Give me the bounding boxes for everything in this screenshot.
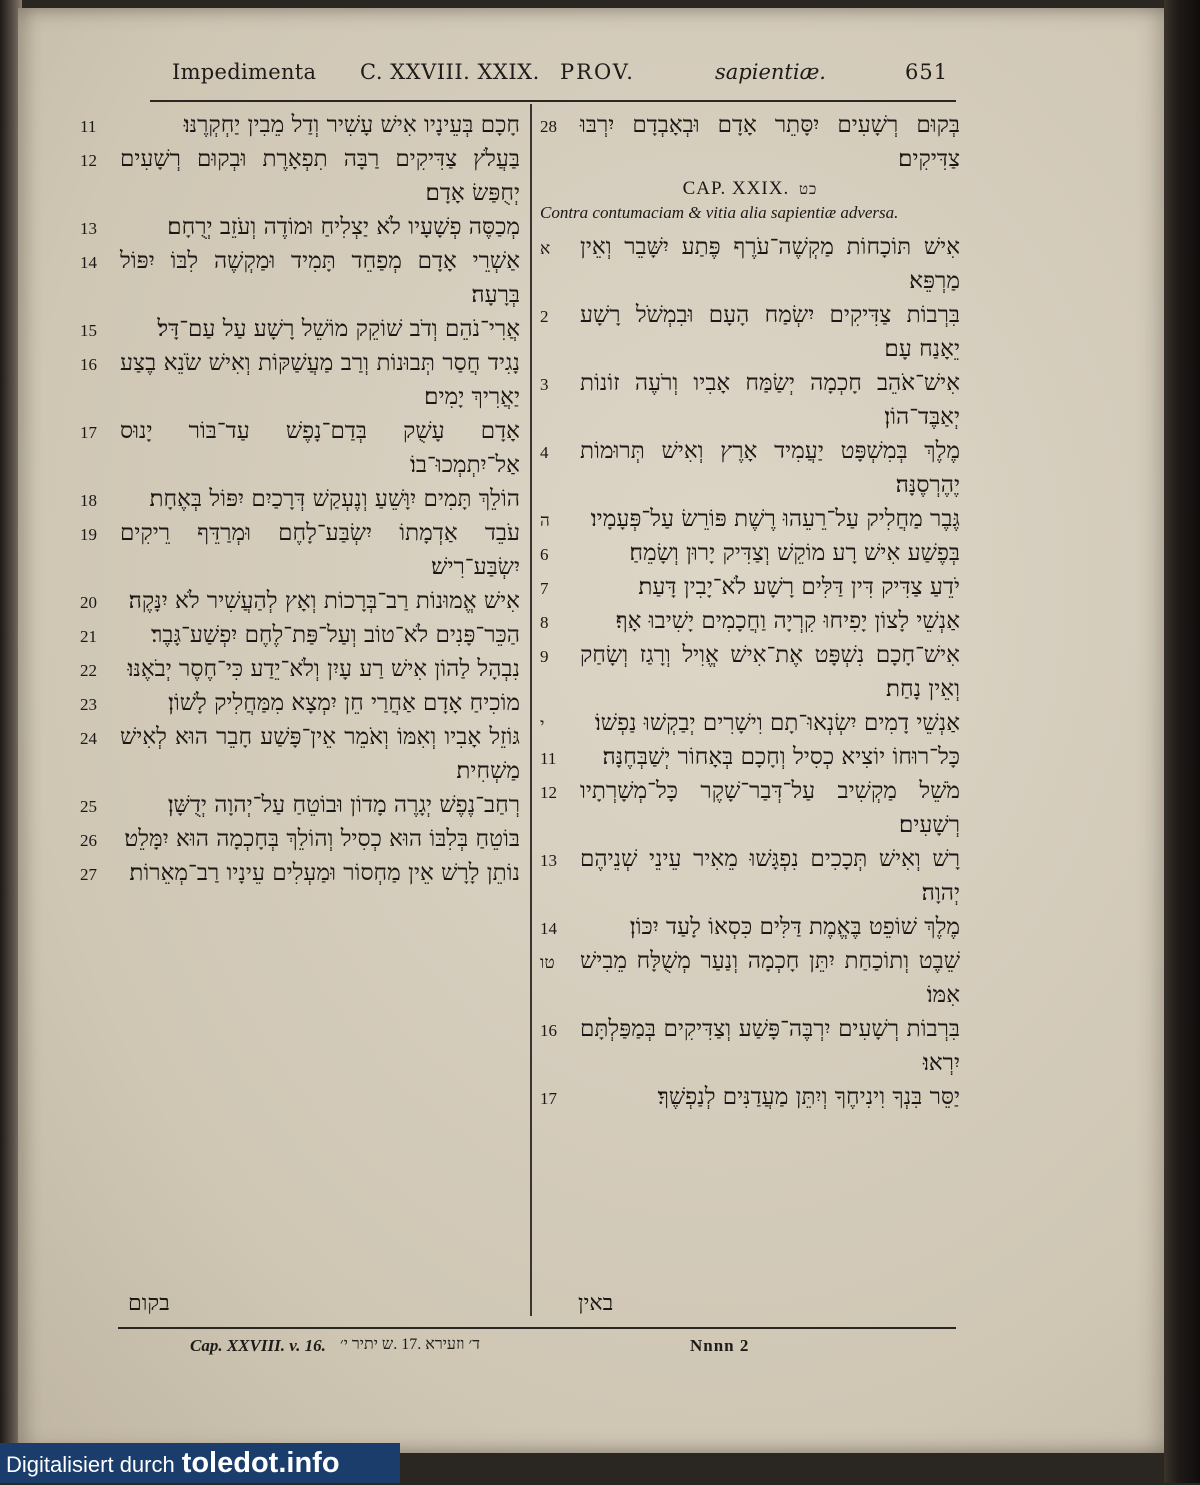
- verse-text: הוֹלֵךְ תָּמִים יִוָּשֵׁעַ וְנֶעְקַשׁ דְּרָכַיִם יִפּוֹל בְּאֶחָת׃: [149, 486, 520, 512]
- running-head-chapters: C. XXVIII. XXIX.: [360, 60, 540, 84]
- verse-number: 17: [80, 423, 97, 442]
- verse: [80, 142, 520, 210]
- verse-number: 13: [80, 219, 97, 238]
- verse-number: 24: [80, 729, 97, 748]
- verse-number: 11: [540, 749, 557, 768]
- banner-site-link[interactable]: toledot.info: [181, 1447, 340, 1479]
- verse-number: י: [540, 715, 545, 734]
- footer-rule: [118, 1327, 956, 1329]
- footnote-reference: Cap. XXVIII. v. 16.: [190, 1336, 326, 1355]
- verse-text: נִבְהָל לַהוֹן אִישׁ רַע עָיִן וְלֹא־יֵדַע כִּי־חֶסֶר יְבֹאֶנּוּ׃: [127, 656, 520, 682]
- verse-text: אִישׁ־אֹהֵב חָכְמָה יְשַׂמַּח אָבִיו וְרֹעֶה זוֹנוֹת יְאַבֶּד־הוֹן׃: [580, 370, 960, 430]
- verse-text: בַּעֲלֹץ צַדִּיקִים רַבָּה תִפְאָרֶת וּבְקוּם רְשָׁעִים יְחֻפַּשׂ אָדָם׃: [120, 146, 520, 206]
- verse: [80, 516, 520, 584]
- verse: [80, 720, 520, 788]
- verse-number: 9: [540, 647, 549, 666]
- verse: [540, 108, 960, 176]
- verse-text: מוֹכִיחַ אָדָם אַחֲרַי חֵן יִמְצָא מִמַּחֲלִיק לָשׁוֹן׃: [168, 690, 520, 716]
- verse: [80, 584, 520, 618]
- chapter-hebrew-number: כט: [798, 182, 818, 198]
- verse-number: 15: [80, 321, 97, 340]
- verse-number: 6: [540, 545, 549, 564]
- verse-text: גֶּבֶר מַחֲלִיק עַל־רֵעֵהוּ רֶשֶׁת פּוֹרֵשׂ עַל־פְּעָמָיו׃: [590, 506, 960, 532]
- verse: [540, 706, 960, 740]
- verse: [80, 686, 520, 720]
- verse-text: עֹבֵד אַדְמָתוֹ יִשְׂבַּע־לָחֶם וּמְרַדֵּף רֵיקִים יִשְׂבַּע־רִישׁ׃: [120, 520, 520, 580]
- verse-text: חָכָם בְּעֵינָיו אִישׁ עָשִׁיר וְדַל מֵבִין יַחְקְרֶנּוּ׃: [183, 112, 520, 138]
- verse-text: רָשׁ וְאִישׁ תְּכָכִים נִפְגָּשׁוּ מֵאִיר עֵינֵי שְׁנֵיהֶם יְהוָה׃: [580, 846, 960, 906]
- verse-number: 26: [80, 831, 97, 850]
- verse-text: יַסֵּר בִּנְךָ וִינִיחֶךָ וְיִתֵּן מַעֲדַנִּים לְנַפְשֶׁךָ׃: [657, 1084, 960, 1110]
- verse-number: 13: [540, 851, 557, 870]
- verse-number: ה: [540, 511, 550, 530]
- verse-text: בְּפֶשַׁע אִישׁ רָע מוֹקֵשׁ וְצַדִּיק יָרוּן וְשָׂמֵחַ׃: [629, 540, 960, 566]
- verse-text: בִּרְבוֹת צַדִּיקִים יִשְׂמַח הָעָם וּבִמְשֹׁל רָשָׁע יֵאָנַח עָם׃: [580, 302, 960, 362]
- verse-text: גּוֹזֵל אָבִיו וְאִמּוֹ וְאֹמֵר אֵין־פָּשַׁע חָבֵר הוּא לְאִישׁ מַשְׁחִית׃: [120, 724, 520, 784]
- verse: [80, 856, 520, 890]
- verse: [540, 910, 960, 944]
- verse-number: 14: [80, 253, 97, 272]
- verse-number: 20: [80, 593, 97, 612]
- verse: [540, 366, 960, 434]
- verse: [80, 652, 520, 686]
- verse-text: מֹשֵׁל מַקְשִׁיב עַל־דְּבַר־שָׁקֶר כָּל־מְשָׁרְתָיו רְשָׁעִים׃: [580, 778, 960, 838]
- running-head-left: Impedimenta: [172, 60, 317, 84]
- verse: [80, 210, 520, 244]
- verse-number: 25: [80, 797, 97, 816]
- verse-text: הַכֵּר־פָּנִים לֹא־טוֹב וְעַל־פַּת־לֶחֶם יִפְשַׁע־גָּבֶר׃: [151, 622, 520, 648]
- verse-number: 14: [540, 919, 557, 938]
- header-rule: [150, 100, 956, 102]
- verse-text: אַשְׁרֵי אָדָם מְפַחֵד תָּמִיד וּמַקְשֶׁה לִבּוֹ יִפּוֹל בְּרָעָה׃: [120, 248, 520, 308]
- verse-number: 17: [540, 1089, 557, 1108]
- verse: [540, 434, 960, 502]
- verse-text: נוֹתֵן לָרָשׁ אֵין מַחְסוֹר וּמַעְלִים עֵינָיו רַב־מְאֵרוֹת׃: [129, 860, 520, 886]
- verse-number: 3: [540, 375, 549, 394]
- verse-text: מֶלֶךְ שׁוֹפֵט בֶּאֱמֶת דַּלִּים כִּסְאוֹ לָעַד יִכּוֹן׃: [629, 914, 960, 940]
- catchword-right: באין: [578, 1291, 614, 1316]
- running-head-right: sapientiæ.: [715, 60, 826, 84]
- verse: [80, 414, 520, 482]
- verse: [540, 604, 960, 638]
- verse: [540, 298, 960, 366]
- verse-text: כָּל־רוּחוֹ יוֹצִיא כְסִיל וְחָכָם בְּאָחוֹר יְשַׁבְּחֶנָּה׃: [602, 744, 960, 770]
- verse-number: 12: [80, 151, 97, 170]
- footnote-hebrew: ד׳ וזעירא .17 .ש יתיר י׳: [340, 1336, 480, 1353]
- verse-number: 4: [540, 443, 549, 462]
- verse: [540, 842, 960, 910]
- chapter-title: CAP. XXIX.: [682, 178, 790, 199]
- verse: [80, 618, 520, 652]
- verse-text: בִּרְבוֹת רְשָׁעִים יִרְבֶּה־פָּשַׁע וְצַדִּיקִים בְּמַפַּלְתָּם יִרְאוּ׃: [580, 1016, 960, 1076]
- verse: [540, 1012, 960, 1080]
- verse-number: 12: [540, 783, 557, 802]
- verse-text: רְחַב־נֶפֶשׁ יְגָרֶה מָדוֹן וּבוֹטֵחַ עַל־יְהוָה יְדֻשָּׁן׃: [167, 792, 520, 818]
- verse: [540, 230, 960, 298]
- verse-text: מְכַסֶּה פְשָׁעָיו לֹא יַצְלִיחַ וּמוֹדֶה וְעֹזֵב יְרֻחָם׃: [167, 214, 520, 240]
- verse-number: 8: [540, 613, 549, 632]
- verse: [80, 346, 520, 414]
- verse-number: 27: [80, 865, 97, 884]
- verse-text: אַנְשֵׁי לָצוֹן יָפִיחוּ קִרְיָה וַחֲכָמִים יָשִׁיבוּ אָף׃: [615, 608, 960, 634]
- verse: [80, 312, 520, 346]
- verse: [540, 944, 960, 1012]
- verse: [540, 570, 960, 604]
- chapter-summary: Contra contumaciam & vitia alia sapientiæ adversa.: [540, 203, 899, 222]
- verse-number: 21: [80, 627, 97, 646]
- verse: [540, 536, 960, 570]
- page-number: 651: [905, 60, 949, 84]
- verse-number: 11: [80, 117, 97, 136]
- chapter-heading: [540, 178, 960, 200]
- banner-prefix: Digitalisiert durch: [6, 1452, 175, 1477]
- signature-mark: Nnnn 2: [690, 1336, 750, 1355]
- verse: [540, 1080, 960, 1114]
- verse: [540, 502, 960, 536]
- verse-number: א: [540, 239, 551, 258]
- verse-number: 28: [540, 117, 557, 136]
- verse: [540, 774, 960, 842]
- verse-number: 2: [540, 307, 549, 326]
- verse: [80, 244, 520, 312]
- verse-text: שֵׁבֶט וְתוֹכַחַת יִתֵּן חָכְמָה וְנַעַר מְשֻׁלָּח מֵבִישׁ אִמּוֹ׃: [580, 948, 960, 1008]
- verse: [540, 638, 960, 706]
- verse-text: נָגִיד חֲסַר תְּבוּנוֹת וְרַב מַעֲשַׁקּוֹת וְאִישׁ שֹׂנֵא בֶצַע יַאֲרִיךְ יָמִים׃: [120, 350, 520, 410]
- verse: [80, 788, 520, 822]
- verse-text: אִישׁ־חָכָם נִשְׁפָּט אֶת־אִישׁ אֱוִיל וְרָגַז וְשָׂחַק וְאֵין נָחַת׃: [580, 642, 960, 702]
- verse-number: 16: [540, 1021, 557, 1040]
- verse-text: מֶלֶךְ בְּמִשְׁפָּט יַעֲמִיד אָרֶץ וְאִישׁ תְּרוּמוֹת יֶהֶרְסֶנָּה׃: [580, 438, 960, 498]
- verse: [540, 740, 960, 774]
- page-edge: [1164, 0, 1200, 1483]
- verse-number: 19: [80, 525, 97, 544]
- verse-text: בְּקוּם רְשָׁעִים יִסָּתֵר אָדָם וּבְאָבְדָם יִרְבּוּ צַדִּיקִים׃: [580, 112, 960, 172]
- verse-text: אֲרִי־נֹהֵם וְדֹב שׁוֹקֵק מוֹשֵׁל רָשָׁע עַל עַם־דָּל׃: [157, 316, 520, 342]
- verse: [80, 822, 520, 856]
- verse-text: אִישׁ תּוֹכָחוֹת מַקְשֶׁה־עֹרֶף פֶּתַע יִשָּׁבֵר וְאֵין מַרְפֵּא׃: [580, 234, 960, 294]
- digitization-banner[interactable]: [0, 1443, 400, 1483]
- verse: [80, 108, 520, 142]
- verse: [80, 482, 520, 516]
- column-separator: [530, 104, 532, 1316]
- verse-number: 16: [80, 355, 97, 374]
- verse-text: יֹדֵעַ צַדִּיק דִּין דַּלִּים רָשָׁע לֹא־יָבִין דָּעַת׃: [638, 574, 960, 600]
- right-verses: [540, 230, 960, 1114]
- verse-text: אַנְשֵׁי דָמִים יִשְׂנְאוּ־תָם וִישָׁרִים יְבַקְשׁוּ נַפְשׁוֹ׃: [594, 710, 960, 736]
- verse-number: 18: [80, 491, 97, 510]
- verse-number: טו: [540, 953, 555, 972]
- left-column: [80, 108, 520, 890]
- right-column: [540, 108, 960, 1114]
- verse-number: 23: [80, 695, 97, 714]
- verse-text: בּוֹטֵחַ בְּלִבּוֹ הוּא כְסִיל וְהוֹלֵךְ בְּחָכְמָה הוּא יִמָּלֵט׃: [124, 826, 520, 852]
- catchword-left: בקום: [128, 1291, 170, 1316]
- verse-text: אָדָם עָשֻׁק בְּדַם־נָפֶשׁ עַד־בּוֹר יָנוּס אַל־יִתְמְכוּ־בוֹ׃: [120, 418, 520, 478]
- running-head-book: PROV.: [560, 60, 635, 84]
- verse-number: 7: [540, 579, 549, 598]
- verse-text: אִישׁ אֱמוּנוֹת רַב־בְּרָכוֹת וְאָץ לְהַעֲשִׁיר לֹא יִנָּקֶה׃: [128, 588, 520, 614]
- verse-number: 22: [80, 661, 97, 680]
